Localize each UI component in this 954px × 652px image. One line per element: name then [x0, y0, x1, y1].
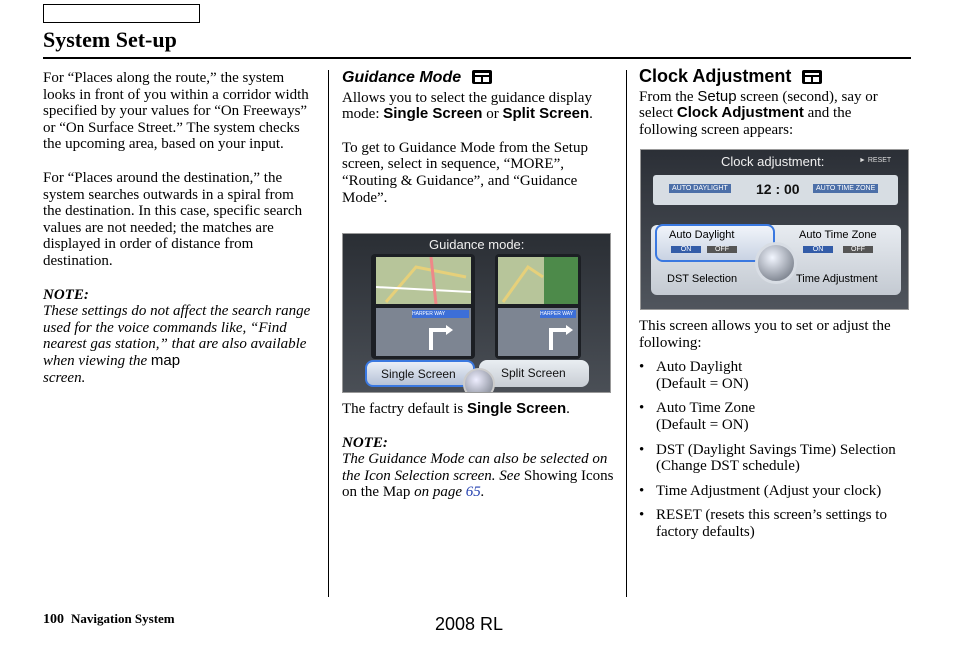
model-year: 2008 RL [435, 614, 504, 634]
option-single-screen: Single Screen [383, 105, 483, 123]
column-divider-1 [328, 70, 329, 597]
single-screen-button-label: Single Screen [381, 367, 456, 381]
auto-daylight-label: Auto Daylight [669, 229, 735, 241]
list-item [639, 442, 913, 475]
split-map-preview [498, 257, 578, 304]
clock-adjustment-title: Clock Adjustment [639, 66, 792, 86]
list-item [639, 507, 913, 540]
guidance-mode-screenshot [342, 233, 611, 393]
page-footer [43, 611, 175, 628]
factory-default-prefix: The factry default is [342, 401, 464, 417]
places-around-destination-paragraph: For “Places around the destination,” the system searches outwards in a spiral from the destination. In this case, specific search values are not needed; the matches are displayed in order of distance from destination. [43, 169, 303, 269]
voice-command-icon-2 [801, 68, 823, 86]
clock-adjustment-screenshot [640, 149, 909, 310]
intro-text: Allows you to select the guidance display mode: [342, 89, 592, 123]
auto-time-zone-button[interactable] [781, 224, 901, 262]
guidance-mode-path-paragraph: To get to Guidance Mode from the Setup screen, select in sequence, “MORE”, “Routing & Guidance”, and “Guidance Mode”. [342, 139, 588, 206]
list-item [639, 400, 913, 433]
note-text-b: screen. [43, 369, 86, 386]
split-screen-button[interactable] [479, 360, 589, 387]
intro-from: From the [639, 88, 694, 105]
road-label-right: HARPER WAY [540, 310, 576, 318]
bullet-line1: DST (Daylight Savings Time) Selection [656, 441, 896, 458]
auto-time-zone-badge: AUTO TIME ZONE [813, 184, 878, 193]
auto-time-zone-off[interactable]: OFF [843, 246, 873, 253]
time-adjustment-button[interactable]: Time Adjustment [796, 273, 878, 285]
interface-dial-icon-2 [755, 242, 797, 284]
page-number: 100 [43, 612, 64, 627]
column-2 [342, 68, 614, 206]
note-reference: Showing Icons on the Map [342, 467, 614, 501]
turn-arrow-icon [426, 322, 456, 352]
list-item [639, 483, 913, 500]
factory-default-text: The factry default is Single Screen. [342, 400, 570, 417]
auto-time-zone-label: Auto Time Zone [799, 229, 877, 241]
setup-word: Setup [697, 87, 737, 105]
guidance-mode-intro [342, 90, 614, 123]
dst-selection-button[interactable]: DST Selection [667, 273, 738, 285]
intro-end: and the following screen appears: [639, 105, 852, 138]
guidance-note-text [342, 451, 614, 501]
note-text [43, 303, 315, 386]
guidance-note-body: The Guidance Mode can also be selected on the Icon Selection screen. See [342, 451, 608, 484]
intro-middle: screen (second), say or select [639, 88, 878, 122]
bullet-line1: Time Adjustment (Adjust your clock) [656, 482, 882, 499]
period: . [589, 106, 593, 123]
single-map-preview [376, 257, 471, 304]
clock-settings-list [639, 359, 913, 540]
clock-display-bar [653, 175, 898, 205]
or-text: or [486, 106, 499, 123]
split-screen-button-label: Split Screen [501, 366, 566, 380]
note-map-word: map [150, 351, 181, 369]
voice-command-icon [471, 68, 493, 86]
clock-adjustment-intro [639, 89, 911, 139]
clock-screen-title: Clock adjustment: [721, 154, 825, 169]
interface-dial-icon [463, 368, 495, 393]
option-split-screen: Split Screen [502, 105, 590, 123]
split-turn-arrow-icon [546, 322, 576, 352]
clock-time-display: 12 : 00 [756, 181, 800, 197]
single-guidance-preview [376, 308, 471, 356]
auto-time-zone-on[interactable]: ON [803, 246, 833, 253]
places-along-route-paragraph: For “Places along the route,” the system looks in front of you within a corridor width specified by your values for “On Freeways” or “On Surface Street.” The system checks the upcoming area, based on your input. [43, 70, 309, 153]
clock-adjustment-word: Clock Adjustment [676, 104, 804, 122]
reset-button[interactable]: ► RESET [859, 157, 892, 164]
bullet-line2: (Default = ON) [656, 375, 749, 392]
column-3 [639, 68, 911, 138]
bullet-line1: Auto Time Zone [656, 400, 756, 417]
guidance-mode-heading [342, 68, 614, 87]
note-on-page: on page [414, 484, 462, 501]
column-divider-2 [626, 70, 627, 597]
guidance-mode-title: Guidance Mode [342, 69, 462, 86]
note-label: NOTE: [43, 286, 89, 303]
screen-title: Guidance mode: [429, 237, 525, 252]
guidance-note-label: NOTE: [342, 434, 388, 451]
road-label-left: HARPER WAY [412, 310, 469, 318]
map-roads-icon [376, 257, 471, 304]
bullet-line2: (Change DST schedule) [656, 458, 800, 475]
page-title: System Set-up [43, 27, 177, 52]
note-text-a: These settings do not affect the search range used for the voice commands like, “Find nearest gas station,” that are also available when viewing the [43, 303, 311, 369]
note-end: . [480, 484, 485, 501]
title-rule [43, 57, 911, 59]
column-1 [43, 70, 315, 386]
bullet-line1: RESET (resets this screen’s settings to factory defaults) [656, 507, 887, 540]
header-tab-box [43, 4, 200, 23]
clock-screen-description: This screen allows you to set or adjust the following: [639, 318, 891, 351]
single-screen-button[interactable] [365, 360, 475, 387]
auto-daylight-on[interactable]: ON [671, 246, 701, 253]
auto-daylight-off[interactable]: OFF [707, 246, 737, 253]
list-item [639, 359, 913, 392]
clock-adjustment-heading [639, 68, 911, 87]
auto-daylight-badge: AUTO DAYLIGHT [669, 184, 731, 193]
split-guidance-preview [498, 308, 578, 356]
reset-label: RESET [867, 157, 892, 164]
bullet-line2: (Default = ON) [656, 416, 749, 433]
bullet-line1: Auto Daylight [656, 359, 743, 376]
column-2-lower [342, 401, 614, 501]
split-map-roads-icon [498, 257, 578, 304]
footer-section: Navigation System [71, 611, 175, 626]
column-3-lower [639, 318, 913, 549]
page-65-link[interactable]: 65 [465, 484, 481, 501]
factory-default-value: Single Screen [466, 400, 567, 417]
